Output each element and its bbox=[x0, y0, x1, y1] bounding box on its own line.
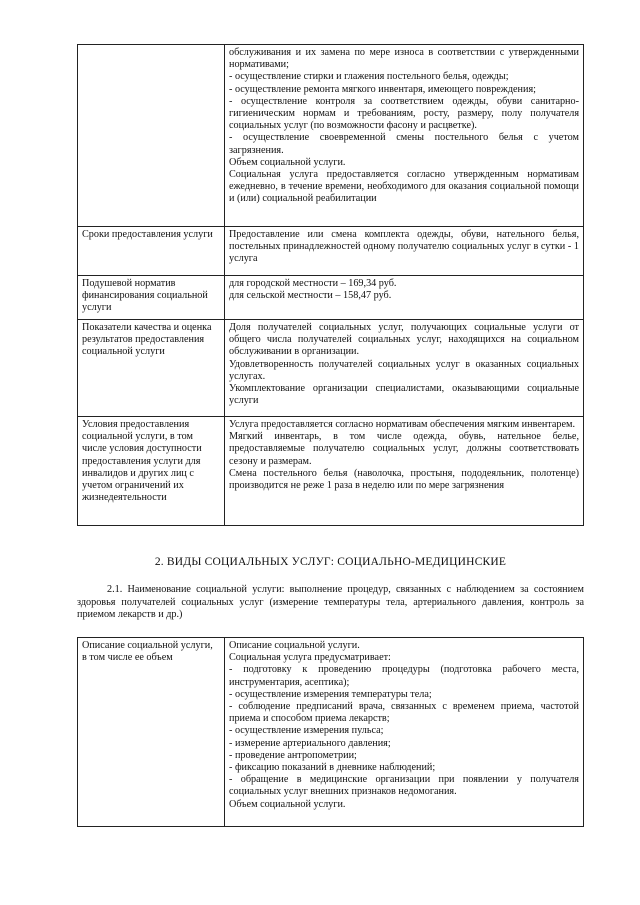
row-content bbox=[225, 320, 584, 417]
table-row bbox=[78, 638, 584, 827]
content-line: Мягкий инвентарь, в том числе одежда, обувь, нательное белье, предоставляемые получателю социальных услуг, должны соответствовать сезону и размерам. bbox=[229, 431, 579, 467]
content-line: - осуществление стирки и глажения постельного белья, одежды; bbox=[229, 71, 509, 83]
content-line: - измерение артериального давления; bbox=[229, 737, 391, 749]
content-line: Смена постельного белья (наволочка, простыня, пододеяльник, полотенце) производится не реже 1 раза в неделю или по мере загрязнения bbox=[229, 467, 579, 492]
content-line: Объем социальной услуги. bbox=[229, 798, 346, 810]
content-line: - осуществление своевременной смены постельного белья с учетом загрязнения. bbox=[229, 132, 579, 156]
services-table bbox=[77, 44, 584, 526]
service-description-table bbox=[77, 637, 584, 827]
content-line: - проведение антропометрии; bbox=[229, 749, 357, 761]
table-row bbox=[78, 320, 584, 417]
row-label bbox=[78, 45, 225, 227]
content-line: - осуществление ремонта мягкого инвентаря, имеющего повреждения; bbox=[229, 83, 536, 95]
content-line: Укомплектование организации специалистами, оказывающими социальные услуги bbox=[229, 383, 579, 407]
row-label: Описание социальной услуги, в том числе ее объем bbox=[78, 638, 225, 827]
content-line: - осуществление измерения пульса; bbox=[229, 725, 384, 737]
row-content bbox=[225, 638, 584, 827]
content-line: для городской местности – 169,34 руб. bbox=[229, 278, 397, 289]
row-label: Сроки предоставления услуги bbox=[78, 227, 225, 276]
row-content bbox=[225, 417, 584, 526]
row-label: Условия предоставления социальной услуги, в том числе условия доступности предоставления услуги для инвалидов и других лиц с учетом ограничений их жизнедеятельности bbox=[78, 417, 225, 526]
row-label: Показатели качества и оценка результатов предоставления социальной услуги bbox=[78, 320, 225, 417]
content-line: Предоставление или смена комплекта одежды, обуви, нательного белья, постельных принадлежностей одному получателю социальных услуг в сутки - 1 услуга bbox=[229, 229, 579, 265]
content-line: Социальная услуга предусматривает: bbox=[229, 652, 391, 664]
content-line: для сельской местности – 158,47 руб. bbox=[229, 290, 392, 302]
row-content bbox=[225, 276, 584, 320]
table-row bbox=[78, 227, 584, 276]
row-label: Подушевой норматив финансирования социальной услуги bbox=[78, 276, 225, 320]
table-row bbox=[78, 417, 584, 526]
content-line: - подготовку к проведению процедуры (подготовка рабочего места, инструментария, асептика); bbox=[229, 664, 579, 688]
content-line: - соблюдение предписаний врача, связанных с временем приема, частотой приема и способом приема лекарств; bbox=[229, 701, 579, 725]
content-line: Доля получателей социальных услуг, получающих социальные услуги от общего числа получателей социальных услуг, находящихся на социальном обслуживании в организации. bbox=[229, 322, 579, 358]
content-line: - обращение в медицинские организации при появлении у получателя социальных услуг внешних признаков недомогания. bbox=[229, 774, 579, 798]
content-line: - осуществление измерения температуры тела; bbox=[229, 688, 432, 700]
table-row bbox=[78, 276, 584, 320]
content-line: Удовлетворенность получателей социальных услуг в оказанных социальных услугах. bbox=[229, 358, 579, 382]
content-line: Описание социальной услуги. bbox=[229, 640, 360, 651]
row-content bbox=[225, 45, 584, 227]
content-line: - фиксацию показаний в дневнике наблюдений; bbox=[229, 762, 436, 774]
content-line: Социальная услуга предоставляется согласно утвержденным нормативам ежедневно, в течение времени, необходимого для оказания социальной помощи и (или) социальной реабилитации bbox=[229, 169, 579, 205]
service-name-paragraph: 2.1. Наименование социальной услуги: выполнение процедур, связанных с наблюдением за состоянием здоровья получателей социальных услуг (измерение температуры тела, артериального давления, контроль за приемом лекарств и др.) bbox=[77, 584, 584, 620]
content-line: обслуживания и их замена по мере износа в соответствии с утвержденными нормативами; bbox=[229, 47, 579, 71]
content-line: - осуществление контроля за соответствием одежды, обуви санитарно-гигиеническим нормам и требованиям, росту, размеру, полу получателя социальных услуг (по возможности фасону и расцветке). bbox=[229, 95, 579, 132]
row-content bbox=[225, 227, 584, 276]
table-row bbox=[78, 45, 584, 227]
section-heading: 2. ВИДЫ СОЦИАЛЬНЫХ УСЛУГ: СОЦИАЛЬНО-МЕДИЦИНСКИЕ bbox=[154, 556, 507, 568]
content-line: Услуга предоставляется согласно нормативам обеспечения мягким инвентарем. bbox=[229, 419, 576, 430]
content-line: Объем социальной услуги. bbox=[229, 156, 346, 168]
